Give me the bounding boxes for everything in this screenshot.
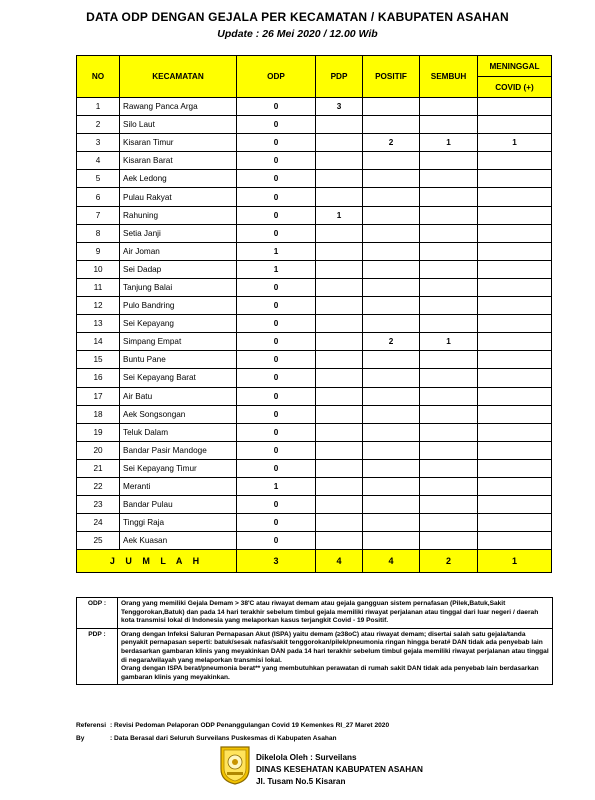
cell-meninggal [478, 315, 552, 333]
definition-odp [77, 598, 552, 629]
cell-positif [363, 278, 420, 296]
cell-meninggal [478, 405, 552, 423]
cell-meninggal [478, 206, 552, 224]
table-row [77, 441, 552, 459]
cell-meninggal [478, 351, 552, 369]
cell-no: 22 [77, 477, 120, 495]
cell-no: 25 [77, 532, 120, 550]
cell-positif [363, 188, 420, 206]
cell-no: 2 [77, 116, 120, 134]
col-header-meninggal-sub: COVID (+) [478, 77, 552, 98]
cell-meninggal [478, 459, 552, 477]
cell-odp: 1 [237, 477, 316, 495]
cell-sembuh [420, 260, 478, 278]
cell-pdp [316, 351, 363, 369]
cell-odp: 0 [237, 134, 316, 152]
cell-pdp [316, 170, 363, 188]
cell-odp: 1 [237, 260, 316, 278]
cell-no: 1 [77, 98, 120, 116]
cell-odp: 0 [237, 315, 316, 333]
definition-pdp-paragraph-2: Orang dengan ISPA berat/pneumonia berat** yang membutuhkan perawatan di rumah sakit DAN tidak ada penyebab lain berdasarkan gambaran klinis yang meyakinkan. [121, 665, 539, 681]
cell-positif [363, 170, 420, 188]
cell-odp: 0 [237, 441, 316, 459]
table-row [77, 134, 552, 152]
cell-kecamatan: Sei Kepayang Timur [120, 459, 237, 477]
cell-sembuh [420, 98, 478, 116]
cell-odp: 0 [237, 423, 316, 441]
cell-odp: 0 [237, 496, 316, 514]
cell-odp: 0 [237, 405, 316, 423]
reference-text: : Revisi Pedoman Pelaporan ODP Penanggulangan Covid 19 Kemenkes RI_27 Maret 2020 [110, 722, 390, 729]
cell-no: 24 [77, 514, 120, 532]
table-row [77, 98, 552, 116]
table-row [77, 514, 552, 532]
table-row [77, 351, 552, 369]
cell-sembuh [420, 170, 478, 188]
cell-odp: 0 [237, 387, 316, 405]
cell-meninggal [478, 441, 552, 459]
table-row [77, 496, 552, 514]
cell-kecamatan: Aek Kuasan [120, 532, 237, 550]
cell-odp: 0 [237, 278, 316, 296]
cell-kecamatan: Silo Laut [120, 116, 237, 134]
cell-kecamatan: Air Batu [120, 387, 237, 405]
page-subtitle: Update : 26 Mei 2020 / 12.00 Wib [217, 28, 378, 40]
cell-no: 15 [77, 351, 120, 369]
cell-odp: 0 [237, 170, 316, 188]
table-row [77, 297, 552, 315]
definition-pdp-text [118, 629, 552, 685]
table-row [77, 278, 552, 296]
table-row [77, 333, 552, 351]
cell-no: 12 [77, 297, 120, 315]
cell-sembuh [420, 278, 478, 296]
cell-sembuh: 1 [420, 333, 478, 351]
cell-meninggal [478, 369, 552, 387]
cell-pdp [316, 188, 363, 206]
cell-kecamatan: Kisaran Barat [120, 152, 237, 170]
cell-no: 23 [77, 496, 120, 514]
cell-sembuh [420, 242, 478, 260]
cell-kecamatan: Bandar Pulau [120, 496, 237, 514]
cell-sembuh [420, 441, 478, 459]
cell-no: 3 [77, 134, 120, 152]
cell-positif [363, 441, 420, 459]
cell-meninggal [478, 170, 552, 188]
cell-meninggal [478, 224, 552, 242]
cell-kecamatan: Rawang Panca Arga [120, 98, 237, 116]
page-title: DATA ODP DENGAN GEJALA PER KECAMATAN / KABUPATEN ASAHAN [86, 10, 509, 24]
table-row [77, 423, 552, 441]
cell-meninggal [478, 278, 552, 296]
cell-pdp [316, 496, 363, 514]
cell-odp: 0 [237, 514, 316, 532]
cell-pdp [316, 297, 363, 315]
cell-sembuh [420, 405, 478, 423]
cell-pdp [316, 532, 363, 550]
cell-meninggal [478, 423, 552, 441]
table-row [77, 206, 552, 224]
col-header-pdp: PDP [316, 56, 363, 98]
cell-pdp: 3 [316, 98, 363, 116]
footer-line-2: DINAS KESEHATAN KABUPATEN ASAHAN [256, 765, 423, 774]
cell-meninggal [478, 116, 552, 134]
cell-sembuh [420, 496, 478, 514]
col-header-no: NO [77, 56, 120, 98]
cell-meninggal [478, 387, 552, 405]
cell-positif [363, 351, 420, 369]
cell-positif [363, 496, 420, 514]
cell-odp: 0 [237, 224, 316, 242]
total-row [77, 550, 552, 573]
cell-odp: 0 [237, 188, 316, 206]
table-row [77, 369, 552, 387]
cell-pdp [316, 441, 363, 459]
cell-odp: 0 [237, 459, 316, 477]
asahan-regency-emblem-icon [219, 745, 251, 785]
cell-no: 7 [77, 206, 120, 224]
cell-odp: 0 [237, 206, 316, 224]
definition-pdp-label: PDP : [77, 629, 118, 685]
cell-odp: 0 [237, 98, 316, 116]
cell-no: 21 [77, 459, 120, 477]
definition-odp-label: ODP : [77, 598, 118, 628]
cell-pdp [316, 116, 363, 134]
cell-sembuh [420, 459, 478, 477]
col-header-odp: ODP [237, 56, 316, 98]
cell-pdp [316, 315, 363, 333]
table-row [77, 188, 552, 206]
cell-sembuh [420, 477, 478, 495]
cell-kecamatan: Setia Janji [120, 224, 237, 242]
cell-sembuh [420, 297, 478, 315]
cell-positif: 2 [363, 134, 420, 152]
total-positif: 4 [363, 550, 420, 573]
cell-kecamatan: Air Joman [120, 242, 237, 260]
cell-pdp [316, 278, 363, 296]
cell-odp: 0 [237, 297, 316, 315]
cell-kecamatan: Kisaran Timur [120, 134, 237, 152]
cell-sembuh [420, 423, 478, 441]
cell-pdp [316, 152, 363, 170]
cell-positif [363, 459, 420, 477]
table-row [77, 116, 552, 134]
cell-pdp [316, 477, 363, 495]
cell-meninggal [478, 98, 552, 116]
cell-odp: 0 [237, 152, 316, 170]
cell-no: 5 [77, 170, 120, 188]
cell-kecamatan: Meranti [120, 477, 237, 495]
footer-organization [256, 752, 423, 788]
table-row [77, 315, 552, 333]
cell-no: 4 [77, 152, 120, 170]
cell-sembuh [420, 514, 478, 532]
odp-data-table [76, 55, 552, 573]
cell-positif [363, 369, 420, 387]
cell-sembuh [420, 387, 478, 405]
cell-kecamatan: Tanjung Balai [120, 278, 237, 296]
cell-pdp [316, 387, 363, 405]
table-row [77, 152, 552, 170]
cell-pdp [316, 459, 363, 477]
cell-positif [363, 98, 420, 116]
table-row [77, 170, 552, 188]
cell-no: 20 [77, 441, 120, 459]
cell-kecamatan: Bandar Pasir Mandoge [120, 441, 237, 459]
cell-no: 16 [77, 369, 120, 387]
table-row [77, 260, 552, 278]
cell-meninggal [478, 532, 552, 550]
cell-kecamatan: Simpang Empat [120, 333, 237, 351]
cell-meninggal: 1 [478, 134, 552, 152]
definition-odp-paragraph: Orang yang memiliki Gejala Demam > 38'C atau riwayat demam atau gejala gangguan sistem pernafasan (Pilek,Batuk,Sakit Tenggorokan,Batuk) dan pada 14 hari terakhir sebelum timbul gejala memiliki riwayat perjalanan atau tinggal dari luar negeri / daerah kota transmisi lokal di Indonesia yang melaporkan kasus terjangkit Covid - 19 Positif. [121, 600, 539, 625]
cell-meninggal [478, 496, 552, 514]
cell-meninggal [478, 260, 552, 278]
cell-no: 8 [77, 224, 120, 242]
cell-meninggal [478, 477, 552, 495]
cell-sembuh [420, 224, 478, 242]
cell-sembuh [420, 116, 478, 134]
cell-kecamatan: Pulo Bandring [120, 297, 237, 315]
cell-meninggal [478, 514, 552, 532]
cell-pdp [316, 224, 363, 242]
total-odp: 3 [237, 550, 316, 573]
cell-kecamatan: Buntu Pane [120, 351, 237, 369]
cell-pdp [316, 514, 363, 532]
col-header-kecamatan: KECAMATAN [120, 56, 237, 98]
cell-pdp [316, 260, 363, 278]
cell-odp: 0 [237, 532, 316, 550]
table-row [77, 532, 552, 550]
cell-pdp [316, 134, 363, 152]
cell-no: 14 [77, 333, 120, 351]
cell-positif [363, 242, 420, 260]
cell-pdp [316, 242, 363, 260]
cell-sembuh [420, 532, 478, 550]
cell-no: 6 [77, 188, 120, 206]
cell-sembuh [420, 152, 478, 170]
total-meninggal: 1 [478, 550, 552, 573]
cell-no: 11 [77, 278, 120, 296]
table-row [77, 224, 552, 242]
cell-odp: 0 [237, 333, 316, 351]
cell-meninggal [478, 297, 552, 315]
cell-meninggal [478, 188, 552, 206]
footer-line-3: Jl. Tusam No.5 Kisaran [256, 777, 346, 786]
cell-odp: 0 [237, 351, 316, 369]
cell-kecamatan: Pulau Rakyat [120, 188, 237, 206]
cell-positif [363, 206, 420, 224]
cell-positif [363, 297, 420, 315]
cell-positif [363, 224, 420, 242]
total-label: J U M L A H [77, 550, 237, 573]
cell-positif [363, 514, 420, 532]
col-header-meninggal: MENINGGAL [478, 56, 552, 77]
cell-kecamatan: Rahuning [120, 206, 237, 224]
table-row [77, 242, 552, 260]
cell-positif [363, 152, 420, 170]
cell-positif [363, 405, 420, 423]
table-row [77, 387, 552, 405]
cell-pdp: 1 [316, 206, 363, 224]
definition-odp-text [118, 598, 552, 628]
cell-sembuh [420, 206, 478, 224]
cell-sembuh [420, 188, 478, 206]
cell-no: 9 [77, 242, 120, 260]
cell-odp: 0 [237, 116, 316, 134]
table-row [77, 477, 552, 495]
cell-sembuh [420, 369, 478, 387]
cell-kecamatan: Sei Kepayang [120, 315, 237, 333]
footer-line-1: Dikelola Oleh : Surveilans [256, 753, 357, 762]
cell-kecamatan: Aek Ledong [120, 170, 237, 188]
cell-positif [363, 423, 420, 441]
cell-positif [363, 315, 420, 333]
cell-kecamatan: Aek Songsongan [120, 405, 237, 423]
cell-positif [363, 477, 420, 495]
table-body [77, 98, 552, 550]
cell-odp: 0 [237, 369, 316, 387]
table-row [77, 405, 552, 423]
source-text: : Data Berasal dari Seluruh Surveilans Puskesmas di Kabupaten Asahan [110, 735, 337, 742]
cell-odp: 1 [237, 242, 316, 260]
cell-kecamatan: Sei Kepayang Barat [120, 369, 237, 387]
cell-kecamatan: Sei Dadap [120, 260, 237, 278]
cell-positif: 2 [363, 333, 420, 351]
cell-no: 13 [77, 315, 120, 333]
cell-pdp [316, 333, 363, 351]
source-label: By [76, 735, 85, 742]
col-header-positif: POSITIF [363, 56, 420, 98]
cell-sembuh [420, 315, 478, 333]
reference-label: Referensi [76, 722, 107, 729]
cell-meninggal [478, 242, 552, 260]
cell-positif [363, 532, 420, 550]
table-row [77, 459, 552, 477]
cell-sembuh [420, 351, 478, 369]
cell-no: 19 [77, 423, 120, 441]
cell-kecamatan: Teluk Dalam [120, 423, 237, 441]
cell-meninggal [478, 152, 552, 170]
definition-pdp-paragraph-1: Orang dengan Infeksi Saluran Pernapasan Akut (ISPA) yaitu demam (≥38oC) atau riwayat demam; disertai salah satu gejala/tanda penyakit pernapasan seperti: batuk/sesak nafas/sakit tenggorokan/pilek/pneumonia ringan hingga berat# DAN tidak ada penyebab lain berdasarkan gambaran klinis yang meyakinkan DAN pada 14 hari terakhir sebelum timbul gejala memiliki riwayat perjalanan atau tinggal di negara/wilayah yang melaporkan transmisi lokal. [121, 630, 549, 664]
source-note [76, 735, 337, 742]
cell-pdp [316, 405, 363, 423]
cell-pdp [316, 369, 363, 387]
cell-no: 18 [77, 405, 120, 423]
definition-pdp [77, 629, 552, 685]
reference-note [76, 722, 389, 729]
cell-no: 17 [77, 387, 120, 405]
cell-positif [363, 116, 420, 134]
cell-positif [363, 387, 420, 405]
cell-meninggal [478, 333, 552, 351]
cell-positif [363, 260, 420, 278]
cell-kecamatan: Tinggi Raja [120, 514, 237, 532]
col-header-sembuh: SEMBUH [420, 56, 478, 98]
total-pdp: 4 [316, 550, 363, 573]
cell-no: 10 [77, 260, 120, 278]
definitions-box [76, 597, 553, 685]
cell-pdp [316, 423, 363, 441]
total-sembuh: 2 [420, 550, 478, 573]
cell-sembuh: 1 [420, 134, 478, 152]
